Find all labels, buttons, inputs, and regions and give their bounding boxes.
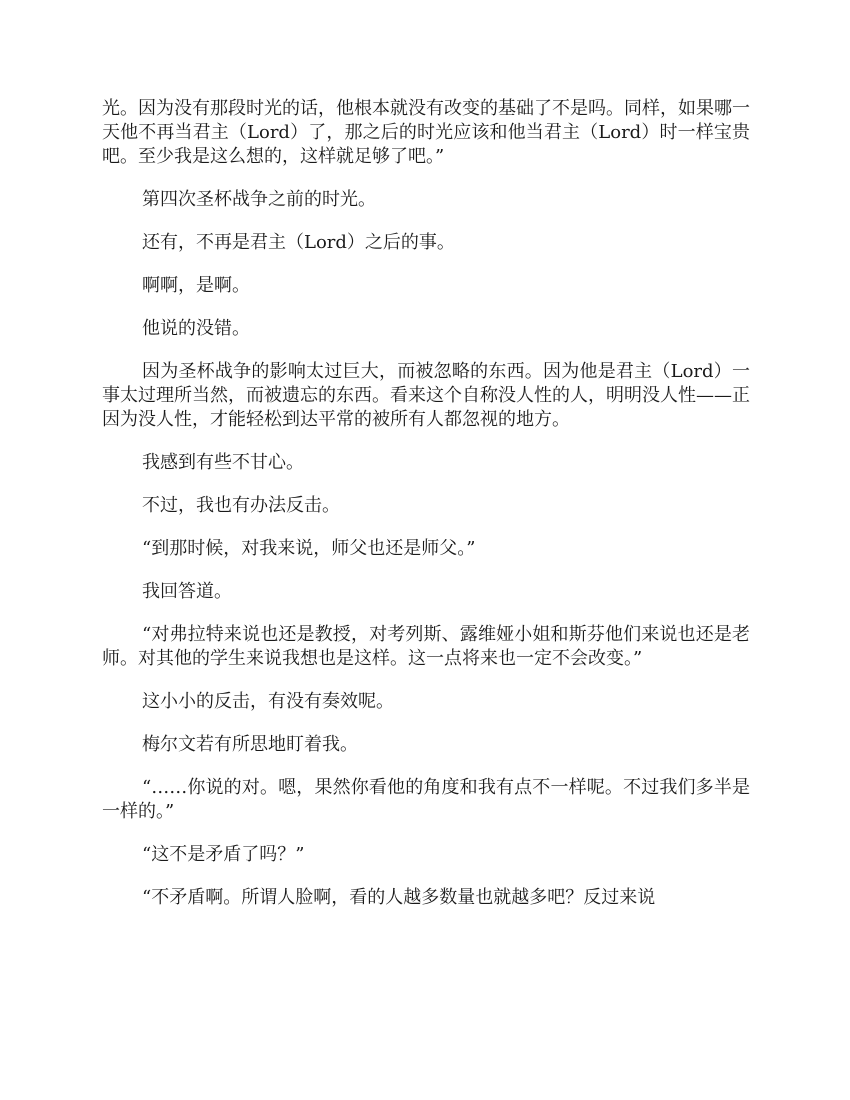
paragraph-continued: 光。因为没有那段时光的话，他根本就没有改变的基础了不是吗。同样，如果哪一天他不再当君主（Lord）了，那之后的时光应该和他当君主（Lord）时一样宝贵吧。至少我是这么想的，这样就足够了吧。” — [102, 98, 750, 167]
paragraph: 因为圣杯战争的影响太过巨大，而被忽略的东西。因为他是君主（Lord）一事太过理所当然，而被遗忘的东西。看来这个自称没人性的人，明明没人性——正因为没人性，才能轻松到达平常的被所有人都忽视的地方。 — [102, 361, 750, 430]
dialogue-paragraph: “这不是矛盾了吗？” — [142, 844, 305, 865]
paragraph: 啊啊，是啊。 — [142, 275, 250, 296]
paragraph: 我感到有些不甘心。 — [142, 452, 304, 473]
dialogue-paragraph: “……你说的对。嗯，果然你看他的角度和我有点不一样呢。不过我们多半是一样的。” — [102, 777, 750, 822]
paragraph: 第四次圣杯战争之前的时光。 — [142, 189, 376, 210]
paragraph: 不过，我也有办法反击。 — [142, 495, 340, 516]
paragraph: 我回答道。 — [142, 581, 232, 602]
document-page — [102, 97, 750, 929]
paragraph: 还有，不再是君主（Lord）之后的事。 — [142, 232, 455, 253]
dialogue-paragraph: “到那时候，对我来说，师父也还是师父。” — [142, 538, 476, 559]
dialogue-paragraph: “对弗拉特来说也还是教授，对考列斯、露维娅小姐和斯芬他们来说也还是老师。对其他的学生来说我想也是这样。这一点将来也一定不会改变。” — [102, 624, 750, 669]
paragraph: 梅尔文若有所思地盯着我。 — [142, 734, 358, 755]
dialogue-paragraph: “不矛盾啊。所谓人脸啊，看的人越多数量也就越多吧？反过来说 — [142, 887, 656, 908]
paragraph: 这小小的反击，有没有奏效呢。 — [142, 691, 394, 712]
paragraph: 他说的没错。 — [142, 318, 250, 339]
